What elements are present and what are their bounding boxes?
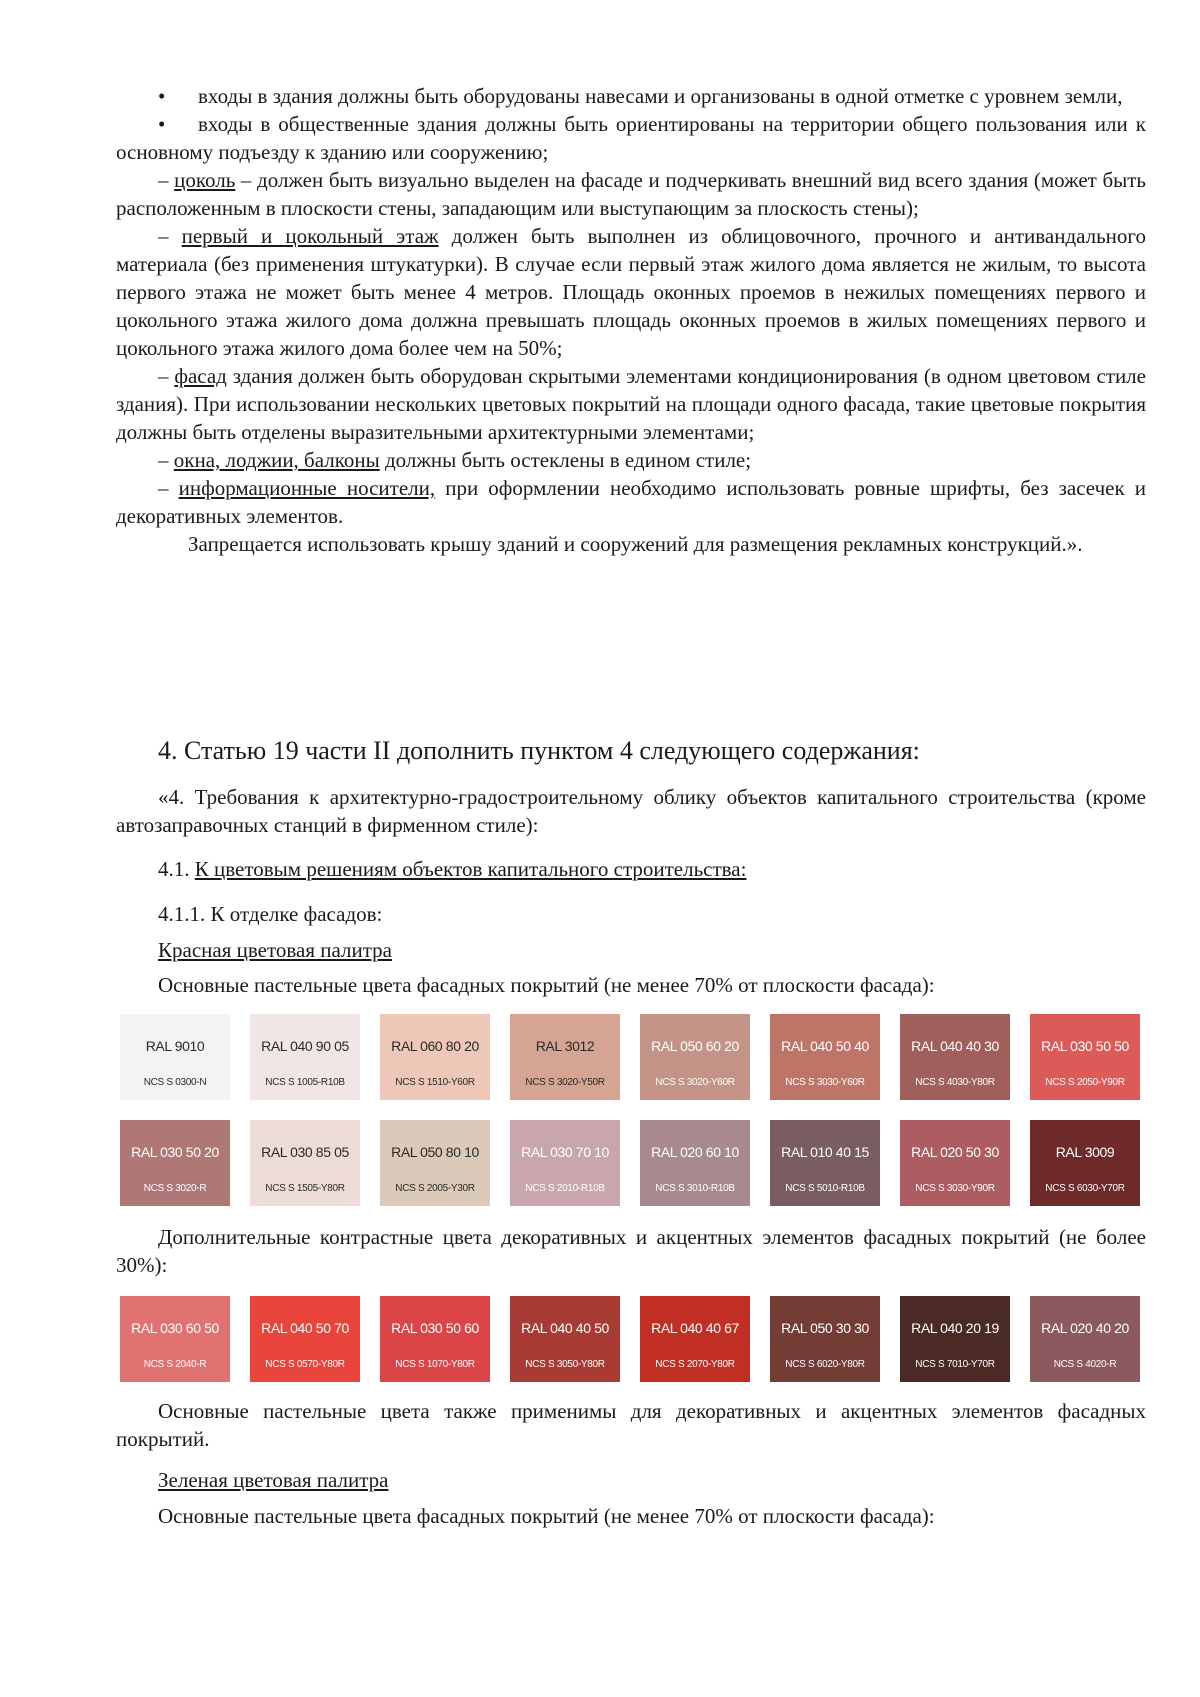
color-swatch <box>510 1296 620 1382</box>
term-windows: окна, лоджии, балконы <box>173 448 380 472</box>
ral-code: RAL 040 40 30 <box>911 1038 999 1054</box>
color-swatch <box>380 1120 490 1206</box>
ncs-code: NCS S 0570-Y80R <box>265 1359 345 1370</box>
ral-code: RAL 060 80 20 <box>391 1038 479 1054</box>
ral-code: RAL 040 20 19 <box>911 1320 999 1336</box>
color-swatch <box>900 1120 1010 1206</box>
requirements-intro: «4. Требования к архитектурно-градостроительному облику объектов капитального строительства (кроме автозаправочных станций в фирменном стиле): <box>116 785 1146 837</box>
list-item: – первый и цокольный этаж должен быть выполнен из облицовочного, прочного и антивандального материала (без применения штукатурки). В случае если первый этаж жилого дома является не жилым, то высота первого этажа не может быть менее 4 метров. Площадь оконных проемов в нежилых помещениях первого и цокольного этажа жилого дома должна превышать площадь оконных проемов в жилых помещениях первого и цокольного этажа жилого дома более чем на 50%; <box>116 224 1147 360</box>
ncs-code: NCS S 4030-Y80R <box>915 1077 995 1088</box>
applicable-block <box>116 1397 1146 1453</box>
color-swatch <box>120 1120 230 1206</box>
ncs-code: NCS S 2050-Y90R <box>1045 1077 1125 1088</box>
ral-code: RAL 030 85 05 <box>261 1144 349 1160</box>
dash-marker: – <box>158 364 169 388</box>
color-swatch <box>640 1120 750 1206</box>
color-swatch <box>1030 1296 1140 1382</box>
color-swatch <box>510 1014 620 1100</box>
ncs-code: NCS S 2040-R <box>143 1359 207 1370</box>
color-solutions-link: К цветовым решениям объектов капитального строительства: <box>194 857 747 881</box>
ral-code: RAL 010 40 15 <box>781 1144 869 1160</box>
ral-code: RAL 050 80 10 <box>391 1144 479 1160</box>
term-info-carriers: информационные носители, <box>178 476 436 500</box>
ral-code: RAL 040 50 70 <box>261 1320 349 1336</box>
color-swatch <box>1030 1014 1140 1100</box>
term-facade: фасад <box>174 364 227 388</box>
green-palette-title: Зеленая цветовая палитра <box>158 1468 389 1492</box>
color-swatch <box>250 1014 360 1100</box>
ncs-code: NCS S 1510-Y60R <box>395 1077 475 1088</box>
color-swatch <box>250 1120 360 1206</box>
ral-code: RAL 020 40 20 <box>1041 1320 1129 1336</box>
list-item: • входы в здания должны быть оборудованы навесами и организованы в одной отметке с уровнем земли, <box>158 84 1123 108</box>
ral-code: RAL 3012 <box>535 1038 595 1054</box>
color-swatch <box>770 1296 880 1382</box>
ral-code: RAL 3009 <box>1055 1144 1115 1160</box>
ral-code: RAL 030 50 50 <box>1041 1038 1129 1054</box>
additional-colors-block <box>116 1223 1146 1279</box>
color-swatch <box>510 1120 620 1206</box>
ncs-code: NCS S 6030-Y70R <box>1045 1183 1125 1194</box>
ncs-code: NCS S 3010-R10B <box>655 1183 735 1194</box>
bullet-icon: • <box>158 84 166 108</box>
ral-code: RAL 020 50 30 <box>911 1144 999 1160</box>
requirements-list <box>116 82 1146 558</box>
list-item: • входы в общественные здания должны быть ориентированы на территории общего пользования или к основному подъезду к зданию или сооружению; <box>116 112 1146 164</box>
color-swatch <box>640 1014 750 1100</box>
ncs-code: NCS S 0300-N <box>143 1077 207 1088</box>
dash-marker: – <box>158 476 169 500</box>
main-swatch-row-2 <box>120 1120 1144 1206</box>
ncs-code: NCS S 3020-R <box>143 1183 207 1194</box>
accent-swatch-row <box>120 1296 1144 1382</box>
dash-marker: – <box>158 448 169 472</box>
additional-colors-note: Дополнительные контрастные цвета декоративных и акцентных элементов фасадных покрытий (не более 30%): <box>116 1225 1146 1277</box>
ral-code: RAL 050 30 30 <box>781 1320 869 1336</box>
color-swatch <box>770 1120 880 1206</box>
color-swatch <box>250 1296 360 1382</box>
ncs-code: NCS S 2010-R10B <box>525 1183 605 1194</box>
prohibition-paragraph: Запрещается использовать крышу зданий и сооружений для размещения рекламных конструкций.». <box>188 532 1083 556</box>
ral-code: RAL 040 40 50 <box>521 1320 609 1336</box>
bullet-icon: • <box>158 112 166 136</box>
ncs-code: NCS S 3050-Y80R <box>525 1359 605 1370</box>
dash-marker: – <box>158 224 169 248</box>
ral-code: RAL 030 50 20 <box>131 1144 219 1160</box>
ral-code: RAL 040 90 05 <box>261 1038 349 1054</box>
ncs-code: NCS S 7010-Y70R <box>915 1359 995 1370</box>
list-item: – фасад здания должен быть оборудован скрытыми элементами кондиционирования (в одном цветовом стиле здания). При использовании нескольких цветовых покрытий на площади одного фасада, такие цветовые покрытия должны быть отделены выразительными архитектурными элементами; <box>116 364 1146 444</box>
ncs-code: NCS S 1505-Y80R <box>265 1183 345 1194</box>
color-swatch <box>900 1014 1010 1100</box>
ncs-code: NCS S 3030-Y90R <box>915 1183 995 1194</box>
ncs-code: NCS S 5010-R10B <box>785 1183 865 1194</box>
ncs-code: NCS S 1070-Y80R <box>395 1359 475 1370</box>
section-heading: 4. Статью 19 части II дополнить пунктом 4 следующего содержания: <box>158 736 920 765</box>
ncs-code: NCS S 2005-Y30R <box>395 1183 475 1194</box>
ncs-code: NCS S 1005-R10B <box>265 1077 345 1088</box>
color-swatch <box>120 1014 230 1100</box>
list-item: – информационные носители, при оформлении необходимо использовать ровные шрифты, без засечек и декоративных элементов. <box>116 476 1147 528</box>
ral-code: RAL 020 60 10 <box>651 1144 739 1160</box>
applicable-note: Основные пастельные цвета также применимы для декоративных и акцентных элементов фасадных покрытий. <box>116 1399 1146 1451</box>
ncs-code: NCS S 4020-R <box>1053 1359 1117 1370</box>
ral-code: RAL 040 40 67 <box>651 1320 739 1336</box>
ral-code: RAL 050 60 20 <box>651 1038 739 1054</box>
main-swatch-row-1 <box>120 1014 1144 1100</box>
color-swatch <box>380 1296 490 1382</box>
color-swatch <box>770 1014 880 1100</box>
main-colors-note: Основные пастельные цвета фасадных покрытий (не менее 70% от плоскости фасада): <box>158 973 935 997</box>
ncs-code: NCS S 3020-Y60R <box>655 1077 735 1088</box>
color-swatch <box>640 1296 750 1382</box>
item-4-1-1: 4.1.1. К отделке фасадов: <box>158 902 383 926</box>
ral-code: RAL 040 50 40 <box>781 1038 869 1054</box>
color-swatch <box>380 1014 490 1100</box>
ral-code: RAL 030 50 60 <box>391 1320 479 1336</box>
color-swatch <box>120 1296 230 1382</box>
item-4-1: 4.1. К цветовым решениям объектов капитального строительства: <box>158 857 747 881</box>
ncs-code: NCS S 3030-Y60R <box>785 1077 865 1088</box>
ncs-code: NCS S 6020-Y80R <box>785 1359 865 1370</box>
term-first-floor: первый и цокольный этаж <box>181 224 439 248</box>
list-item: – цоколь – должен быть визуально выделен на фасаде и подчеркивать внешний вид всего здания (может быть расположенным в плоскости стены, западающим или выступающим за плоскость стены); <box>116 168 1146 220</box>
ncs-code: NCS S 2070-Y80R <box>655 1359 735 1370</box>
color-swatch <box>900 1296 1010 1382</box>
dash-marker: – <box>158 168 169 192</box>
ncs-code: NCS S 3020-Y50R <box>525 1077 605 1088</box>
ral-code: RAL 030 60 50 <box>131 1320 219 1336</box>
term-plinth: цоколь <box>174 168 236 192</box>
green-main-colors-note: Основные пастельные цвета фасадных покрытий (не менее 70% от плоскости фасада): <box>158 1504 935 1528</box>
red-palette-title: Красная цветовая палитра <box>158 938 392 962</box>
ral-code: RAL 9010 <box>145 1038 205 1054</box>
list-item: – окна, лоджии, балконы должны быть остеклены в едином стиле; <box>158 448 752 472</box>
ral-code: RAL 030 70 10 <box>521 1144 609 1160</box>
color-swatch <box>1030 1120 1140 1206</box>
